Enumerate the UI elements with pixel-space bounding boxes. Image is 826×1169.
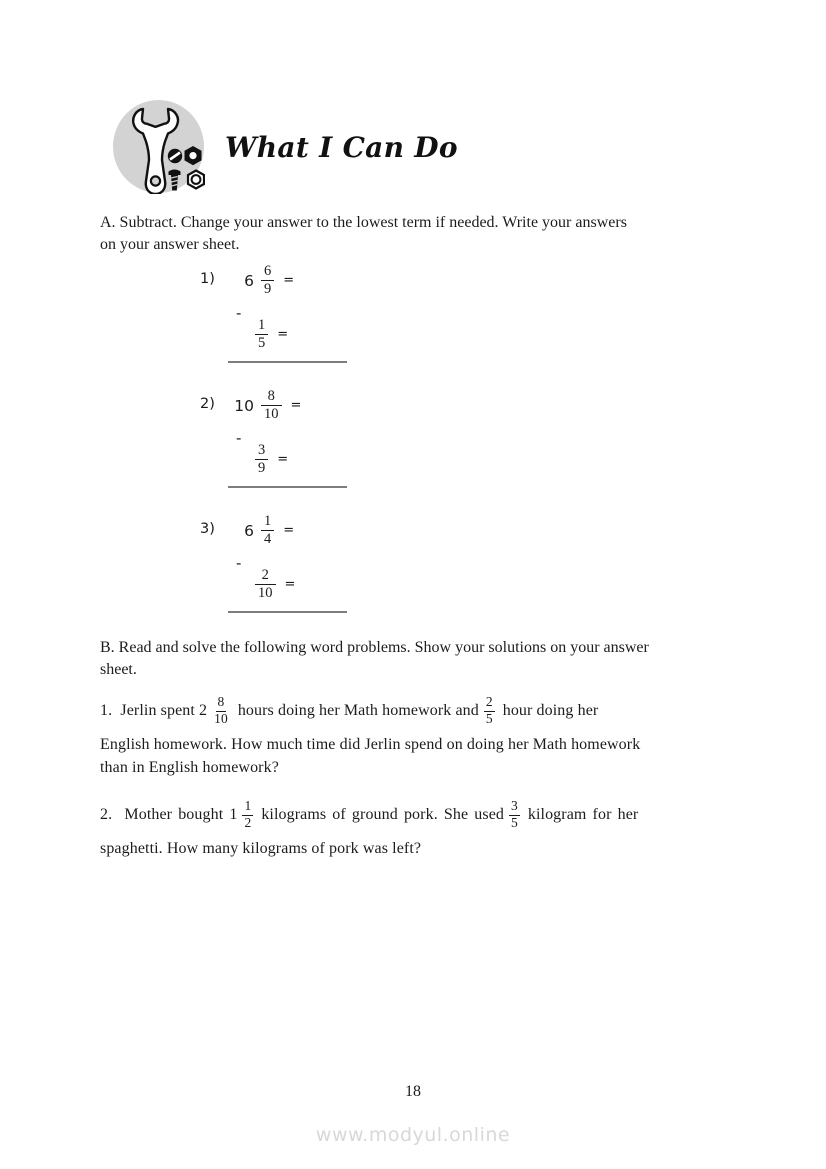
numerator: 8 — [267, 387, 275, 404]
denominator: 9 — [261, 280, 274, 298]
subtrahend — [255, 567, 295, 602]
answer-line — [228, 361, 347, 363]
denominator: 5 — [255, 334, 268, 352]
section-b-instructions-line2: sheet. — [100, 660, 137, 678]
equals-sign: = — [290, 398, 302, 413]
answer-line — [228, 486, 347, 488]
text-segment: hours doing her Math homework and — [237, 702, 479, 719]
subtraction-problem-2 — [200, 385, 370, 491]
minuend-whole: 6 — [244, 271, 254, 290]
minuend-fraction — [261, 263, 274, 298]
subtrahend-fraction — [255, 442, 268, 477]
text-segment: kilogram for her — [527, 806, 639, 823]
equals-sign: = — [284, 577, 296, 593]
minuend-fraction — [261, 513, 274, 548]
equals-sign: = — [283, 523, 295, 538]
page-number: 18 — [405, 1083, 421, 1100]
page-title: What I Can Do — [225, 131, 458, 164]
subtrahend — [255, 442, 288, 477]
minuend — [230, 510, 294, 551]
answer-line — [228, 611, 347, 613]
equals-sign: = — [277, 327, 289, 343]
denominator: 9 — [255, 459, 268, 477]
denominator: 2 — [244, 814, 252, 830]
minus-sign: - — [236, 554, 242, 572]
subtrahend-fraction — [255, 317, 268, 352]
numerator: 1 — [264, 512, 272, 529]
section-a-instructions-line2: on your answer sheet. — [100, 235, 240, 253]
numerator: 8 — [216, 695, 227, 712]
section-a-instructions-line1: A. Subtract. Change your answer to the lowest term if needed. Write your answers — [100, 214, 627, 231]
numerator: 2 — [484, 695, 495, 712]
problem-number: 3) — [200, 521, 215, 537]
inline-fraction — [242, 799, 253, 832]
numerator: 1 — [258, 317, 266, 333]
numerator: 6 — [264, 262, 272, 279]
subtraction-problem-1 — [200, 260, 370, 366]
equals-sign: = — [277, 452, 289, 468]
denominator: 4 — [261, 530, 274, 548]
text-segment: 1. Jerlin spent 2 — [100, 702, 208, 719]
subtrahend — [255, 317, 288, 352]
section-b-instructions-line1: B. Read and solve the following word problems. Show your solutions on your answer — [100, 639, 649, 656]
denominator: 10 — [214, 710, 228, 726]
watermark: www.modyul.online — [315, 1124, 511, 1146]
word-problem-1-line1 — [100, 688, 740, 734]
word-problem-2-line2: spaghetti. How many kilograms of pork was left? — [100, 840, 422, 857]
word-problem-2 — [100, 792, 740, 861]
text-segment: kilograms of ground pork. She used — [261, 806, 505, 823]
section-b-instructions — [100, 637, 740, 680]
equals-sign: = — [283, 273, 295, 288]
word-problem-1-line3: than in English homework? — [100, 758, 279, 776]
subtrahend-fraction — [255, 567, 276, 602]
minus-sign: - — [236, 429, 242, 447]
inline-fraction — [509, 799, 520, 832]
word-problem-1-line2: English homework. How much time did Jerlin spend on doing her Math homework — [100, 736, 641, 753]
numerator: 1 — [242, 799, 253, 816]
subtraction-problem-3 — [200, 510, 370, 616]
minuend — [230, 260, 294, 301]
minuend — [230, 385, 301, 426]
text-segment: hour doing her — [502, 702, 599, 719]
problem-number: 2) — [200, 396, 215, 412]
text-segment: 2. Mother bought 1 — [100, 806, 238, 823]
numerator: 3 — [258, 442, 266, 458]
denominator: 5 — [511, 814, 518, 830]
numerator: 2 — [261, 567, 269, 583]
minus-sign: - — [236, 304, 242, 322]
word-problem-1 — [100, 688, 740, 779]
denominator: 5 — [485, 710, 493, 726]
numerator: 3 — [509, 799, 520, 816]
minuend-whole: 6 — [244, 521, 254, 540]
inline-fraction — [484, 695, 495, 728]
inline-fraction — [212, 695, 230, 728]
wrench-and-fasteners-icon — [112, 99, 205, 194]
word-problem-2-line1 — [100, 792, 740, 838]
problem-number: 1) — [200, 271, 215, 287]
denominator: 10 — [255, 584, 276, 602]
minuend-fraction — [261, 388, 282, 423]
section-a-instructions — [100, 212, 740, 255]
denominator: 10 — [261, 405, 282, 423]
minuend-whole: 10 — [234, 396, 254, 415]
